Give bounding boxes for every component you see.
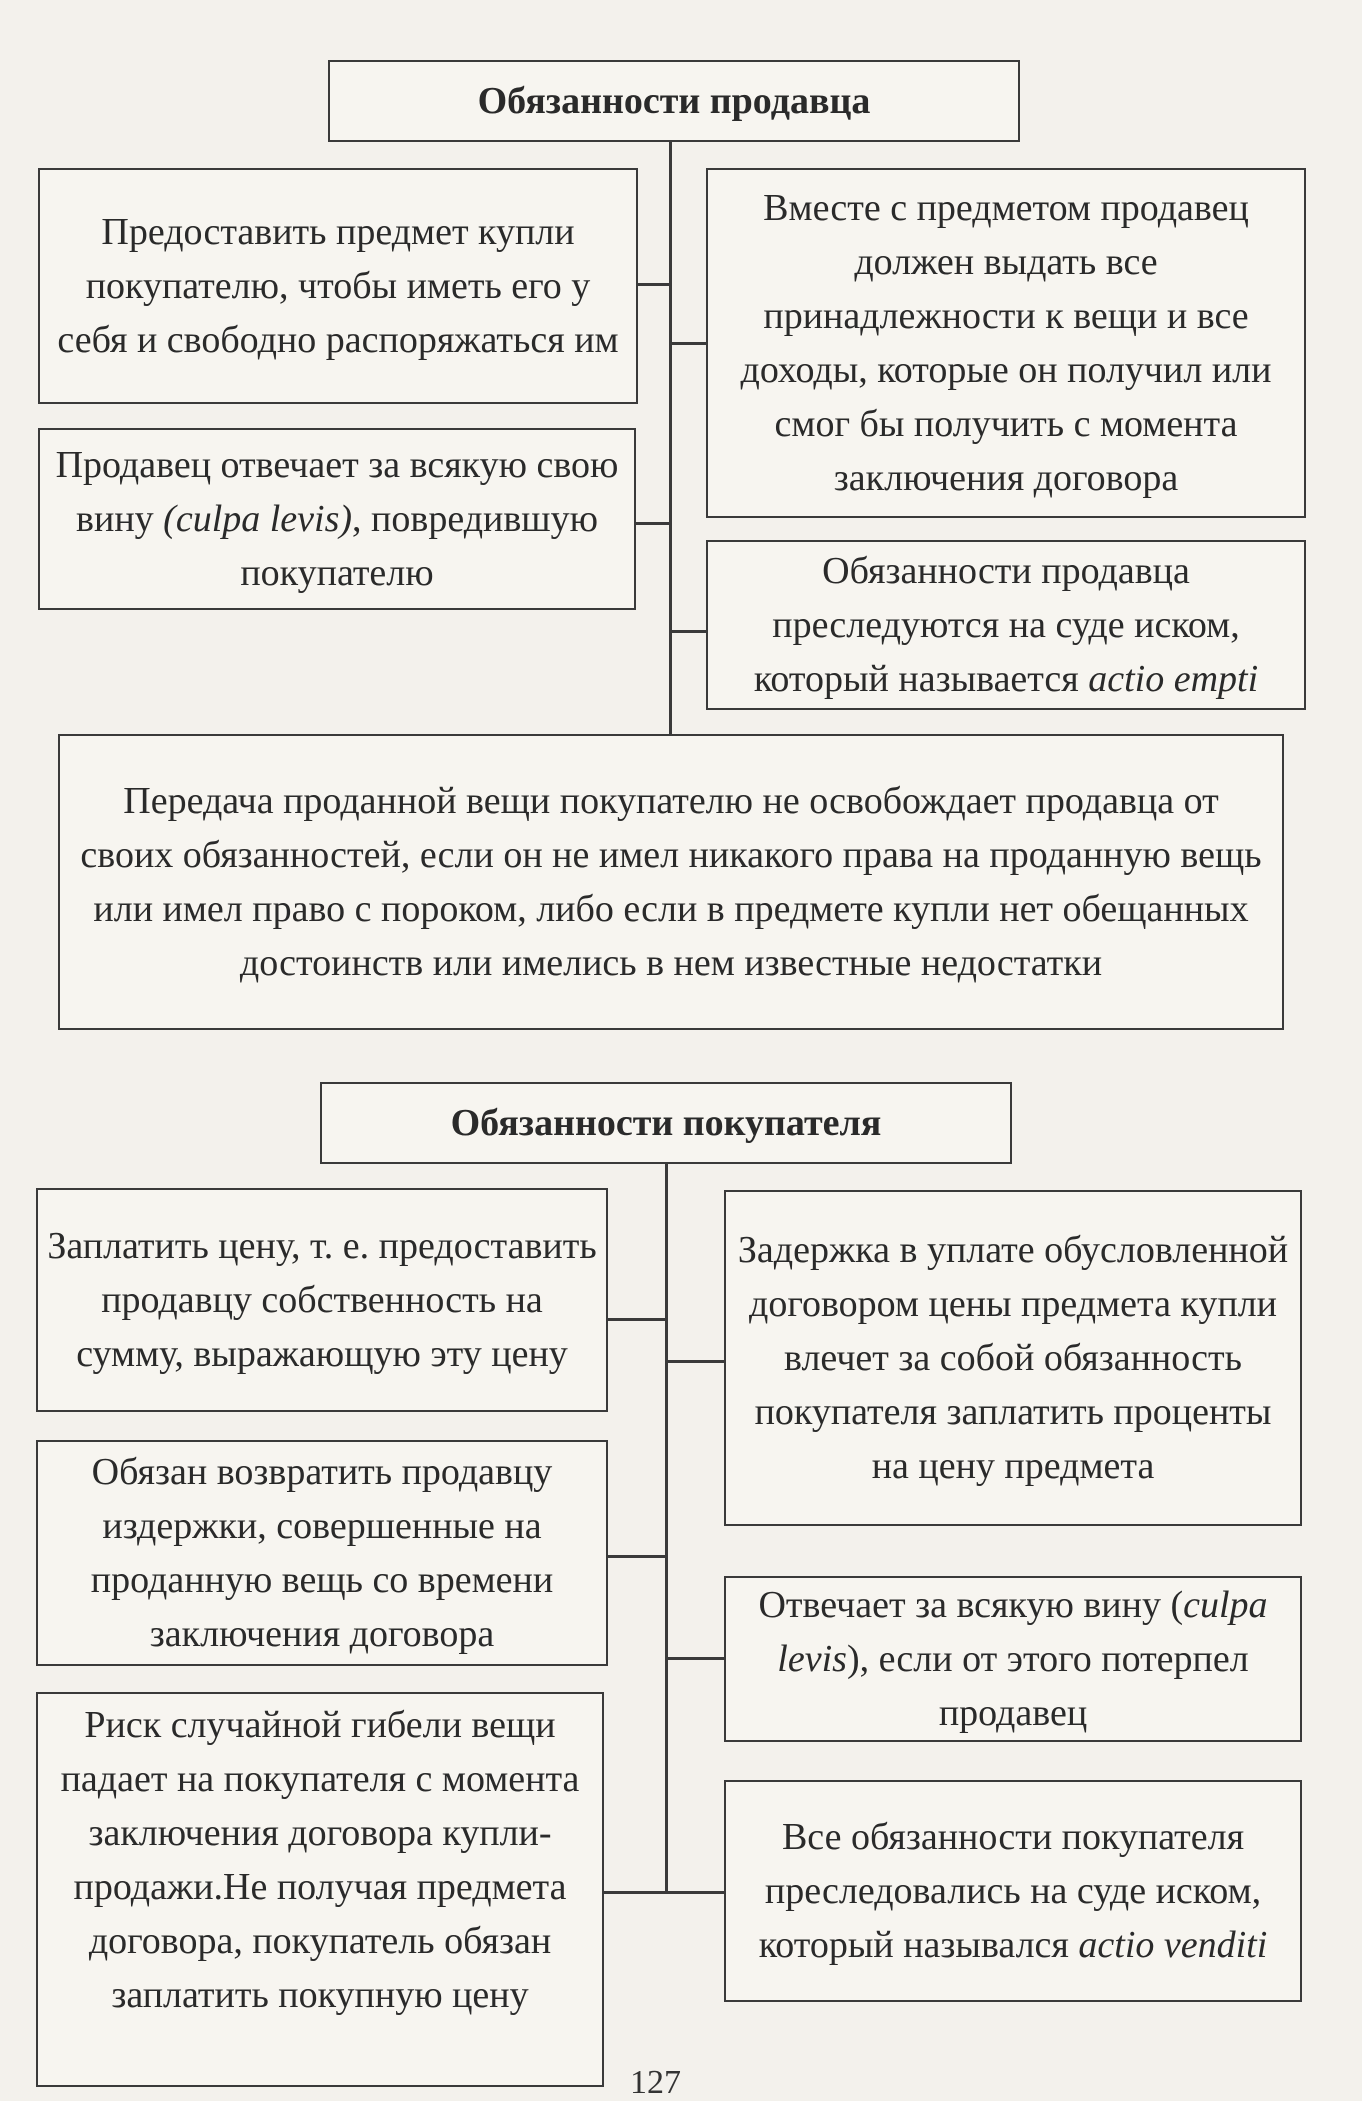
buyer-left-box-1-text: Заплатить цену, т. е. предоставить продавцу собственность на сумму, выражающую эту цену [47, 1225, 597, 1375]
buyer-right-box-1-text: Задержка в уплате обусловленной договором цены предмета купли влечет за собой обязанность покупателя заплатить проценты на цену предмета [737, 1229, 1289, 1487]
buyer-connector-left-2 [606, 1555, 666, 1558]
buyer-connector-left-1 [606, 1318, 666, 1321]
culpa-levis-term: (culpa levis) [163, 498, 353, 540]
page-number: 127 [630, 2064, 681, 2101]
seller-right-box-1 [706, 168, 1306, 518]
buyer-title: Обязанности покупателя [450, 1102, 882, 1144]
culpa-levis-term-buyer: culpa levis [777, 1584, 1268, 1680]
seller-left-box-2-text [48, 438, 626, 600]
seller-left-box-2-text-a: Продавец отвечает за всякую свою вину [55, 444, 619, 540]
seller-title: Обязанности продавца [477, 80, 871, 122]
buyer-right-box-3-text [734, 1810, 1292, 1972]
buyer-right-box-2-text-b: ), если от этого потерпел продавец [846, 1638, 1249, 1734]
seller-right-box-2-text-a: Обязанности продавца преследуются на суде иском, который называется [753, 550, 1240, 700]
buyer-connector-right-2 [666, 1657, 726, 1660]
buyer-right-box-2-text-a: Отвечает за всякую вину ( [758, 1584, 1184, 1626]
actio-empti-term: actio empti [1088, 658, 1259, 700]
buyer-connector-left-3 [600, 1891, 666, 1894]
seller-left-box-2 [38, 428, 636, 610]
buyer-right-box-2-text [734, 1578, 1292, 1740]
buyer-title-box [320, 1082, 1012, 1164]
buyer-right-box-1 [724, 1190, 1302, 1526]
seller-spine-line [669, 142, 672, 734]
buyer-left-box-1 [36, 1188, 608, 1412]
buyer-right-box-3 [724, 1780, 1302, 2002]
seller-connector-right-1 [670, 342, 708, 345]
seller-right-box-2-text [716, 544, 1296, 706]
seller-left-box-1-text: Предоставить предмет купли покупателю, чтобы иметь его у себя и свободно распоряжаться им [57, 211, 619, 361]
seller-connector-left-1 [636, 283, 670, 286]
seller-bottom-box [58, 734, 1284, 1030]
buyer-right-box-3-text-a: Все обязанности покупателя преследовались на суде иском, который назывался [758, 1816, 1262, 1966]
seller-right-box-2 [706, 540, 1306, 710]
buyer-left-box-2-text: Обязан возвратить продавцу издержки, совершенные на проданную вещь со времени заключения договора [90, 1451, 554, 1655]
buyer-connector-right-1 [666, 1360, 726, 1363]
buyer-right-box-2 [724, 1576, 1302, 1742]
seller-connector-right-2 [670, 630, 708, 633]
buyer-spine-line [665, 1164, 668, 1894]
seller-left-box-2-text-b: , повредившую покупателю [240, 498, 598, 594]
buyer-left-box-2 [36, 1440, 608, 1666]
seller-left-box-1 [38, 168, 638, 404]
seller-right-box-1-text: Вместе с предметом продавец должен выдать все принадлежности к вещи и все доходы, которые он получил или смог бы получить с момента заключения договора [740, 187, 1272, 499]
buyer-left-box-3 [36, 1692, 604, 2087]
actio-venditi-term: actio venditi [1078, 1924, 1268, 1966]
seller-bottom-box-text: Передача проданной вещи покупателю не освобождает продавца от своих обязанностей, если он не имел никакого права на проданную вещь или имел право с пороком, либо если в предмете купли нет обещанных достоинств или имелись в нем известные недостатки [80, 780, 1262, 984]
seller-connector-left-2 [636, 522, 670, 525]
buyer-connector-right-3 [666, 1891, 726, 1894]
seller-title-box [328, 60, 1020, 142]
buyer-left-box-3-text: Риск случайной гибели вещи падает на покупателя с момента заключения договора купли-продажи.Не получая предмета договора, покупатель обязан заплатить покупную цену [60, 1704, 580, 2016]
